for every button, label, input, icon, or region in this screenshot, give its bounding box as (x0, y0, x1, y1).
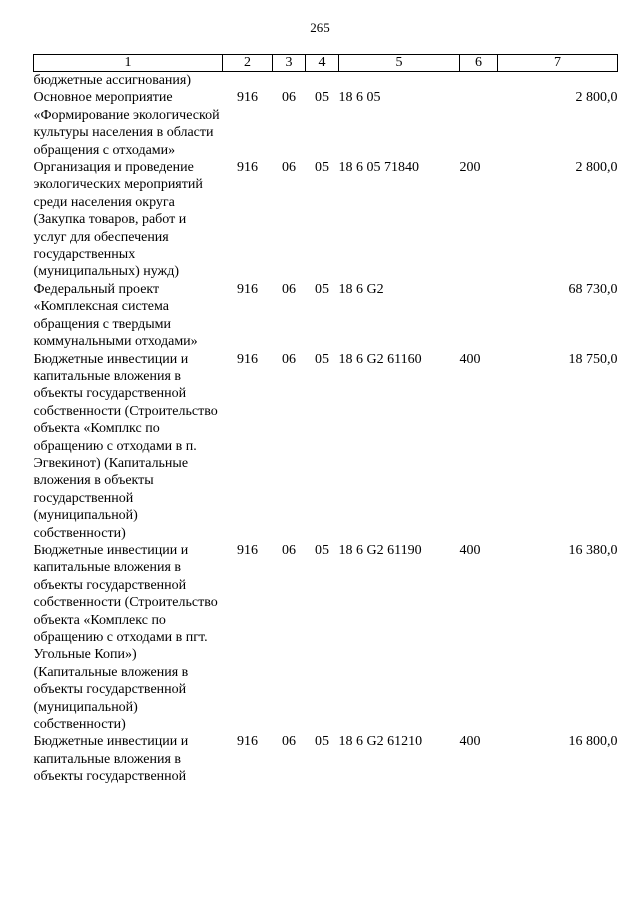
subsection-code: 05 (315, 281, 329, 297)
amount: 16 380,0 (568, 542, 618, 558)
expense-type: 200 (459, 160, 481, 176)
column-header: 5 (339, 55, 460, 72)
subsection-code: 05 (315, 734, 329, 750)
section-code: 06 (282, 90, 296, 106)
item-name: Бюджетные инвестиции и капитальные вложения в объекты государственной (33, 734, 189, 785)
admin-code: 916 (237, 90, 258, 106)
subsection-code (306, 72, 339, 90)
section-code: 06 (282, 542, 296, 558)
column-header: 6 (460, 55, 498, 72)
target-code: 18 6 G2 61190 (338, 542, 422, 558)
column-header: 7 (498, 55, 618, 72)
section-code: 06 (282, 351, 296, 367)
item-name: Основное мероприятие «Формирование экологической культуры населения в области обращения с отходами» (33, 90, 220, 158)
target-code: 18 6 G2 61160 (338, 351, 422, 367)
target-code: 18 6 05 71840 (338, 160, 419, 176)
table-row (34, 89, 618, 159)
admin-code: 916 (237, 734, 258, 750)
target-code: 18 6 05 (338, 90, 381, 106)
expense-type (460, 72, 498, 90)
item-name: Организация и проведение экологических мероприятий среди населения округа (Закупка товаров, работ и услуг для обеспечения государственных (муниципальных) нужд) (33, 160, 203, 280)
budget-table (33, 54, 618, 786)
amount: 68 730,0 (568, 281, 618, 297)
table-row (34, 542, 618, 733)
column-header: 4 (306, 55, 339, 72)
subsection-code: 05 (315, 351, 329, 367)
admin-code (223, 72, 273, 90)
target-code: 18 6 G2 61210 (338, 734, 423, 750)
column-header: 1 (34, 55, 223, 72)
page-number: 265 (310, 20, 330, 35)
amount: 18 750,0 (568, 351, 618, 367)
expense-type: 400 (459, 734, 481, 750)
header-row (34, 55, 618, 72)
table-row (34, 159, 618, 281)
admin-code: 916 (237, 542, 258, 558)
section-code (273, 72, 306, 90)
amount: 16 800,0 (568, 734, 618, 750)
section-code: 06 (282, 734, 296, 750)
amount (498, 72, 618, 90)
expense-type: 400 (459, 542, 481, 558)
table-row (34, 281, 618, 351)
item-name: Федеральный проект «Комплексная система обращения с твердыми коммунальными отходами» (33, 281, 198, 350)
subsection-code: 05 (315, 90, 329, 106)
expense-type: 400 (459, 351, 481, 367)
expense-type (460, 89, 498, 159)
item-name: Бюджетные инвестиции и капитальные вложения в объекты государственной собственности (Строительство объекта «Комплкс по обращению с отходами в п. Эгвекинот) (Капитальные вложения в объекты государственной (муниципальной) собственности) (33, 351, 218, 541)
section-code: 06 (282, 160, 296, 176)
section-code: 06 (282, 281, 296, 297)
target-code: 18 6 G2 (338, 281, 384, 297)
column-header: 3 (273, 55, 306, 72)
subsection-code: 05 (315, 160, 329, 176)
table-row (34, 72, 618, 90)
item-name: бюджетные ассигнования) (33, 73, 192, 88)
expense-type (460, 281, 498, 351)
subsection-code: 05 (315, 542, 329, 558)
admin-code: 916 (237, 281, 258, 297)
amount: 2 800,0 (575, 90, 618, 106)
column-header: 2 (223, 55, 273, 72)
target-code (339, 72, 460, 90)
admin-code: 916 (237, 351, 258, 367)
table-row (34, 351, 618, 542)
item-name: Бюджетные инвестиции и капитальные вложения в объекты государственной собственности (Строительство объекта «Комплекс по обращению с отходами в пгт. Угольные Копи») (Капитальные вложения в объекты государственной (муниципальной) собственности) (33, 542, 218, 733)
admin-code: 916 (237, 160, 258, 176)
amount: 2 800,0 (575, 160, 618, 176)
table-row (34, 733, 618, 785)
